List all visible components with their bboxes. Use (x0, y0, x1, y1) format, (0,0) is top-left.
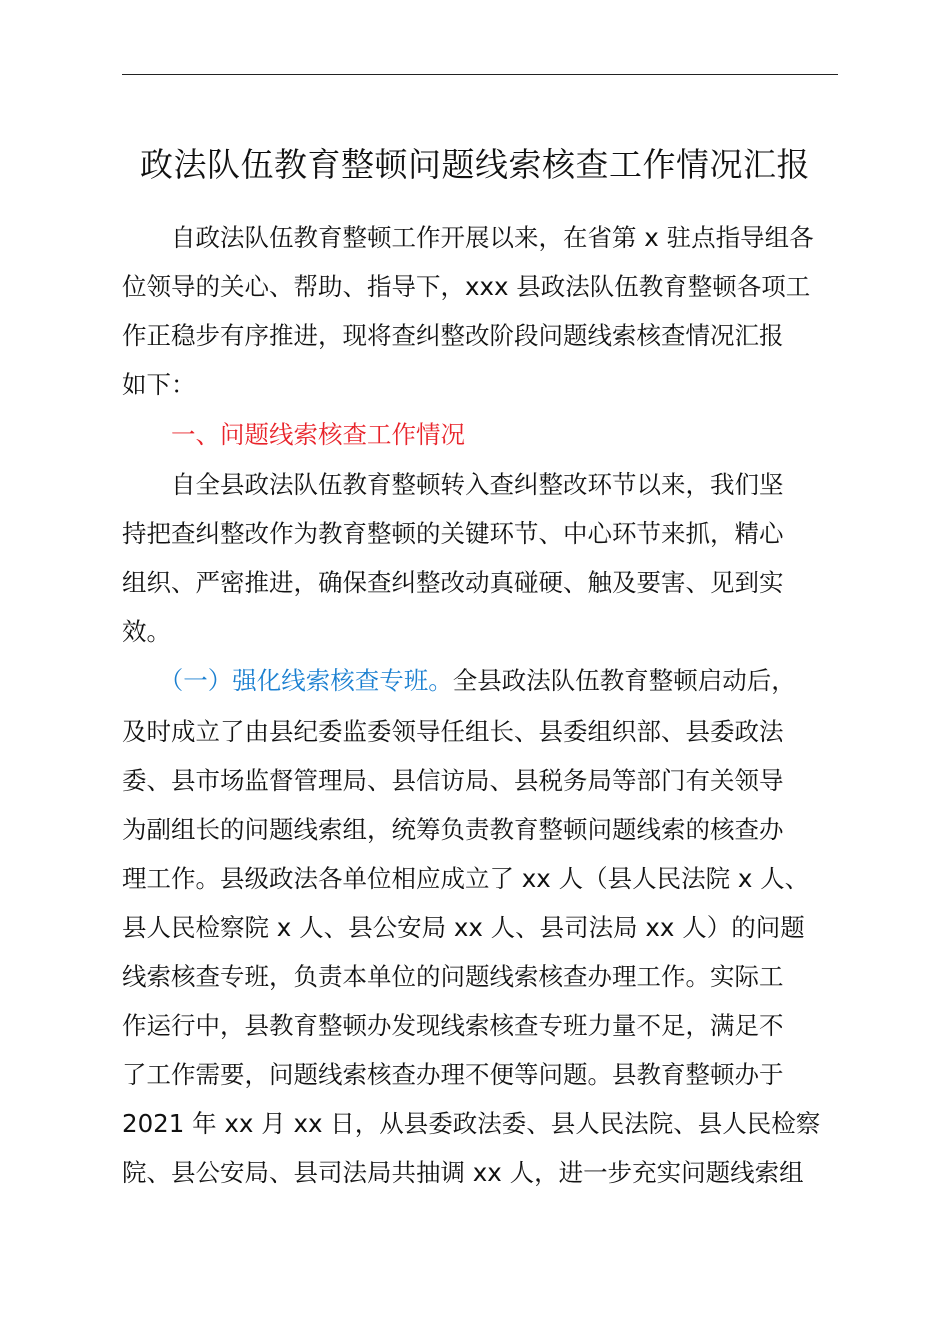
paragraph-line: 理工作。县级政法各单位相应成立了 xx 人（县人民法院 x 人、 (122, 864, 810, 893)
paragraph-line: 自政法队伍教育整顿工作开展以来，在省第 x 驻点指导组各 (122, 223, 814, 252)
paragraph-line: 作正稳步有序推进，现将查纠整改阶段问题线索核查情况汇报 (122, 321, 784, 350)
subsection-text: 全县政法队伍教育整顿启动后， (452, 666, 796, 695)
paragraph-line: 持把查纠整改作为教育整顿的关键环节、中心环节来抓，精心 (122, 519, 784, 548)
subsection-heading: （一）强化线索核查专班。 (122, 666, 453, 695)
paragraph-line: 组织、严密推进，确保查纠整改动真碰硬、触及要害、见到实 (122, 568, 784, 597)
paragraph-line: 自全县政法队伍教育整顿转入查纠整改环节以来，我们坚 (122, 470, 784, 499)
paragraph-line: 2021 年 xx 月 xx 日，从县委政法委、县人民法院、县人民检察 (122, 1109, 821, 1138)
paragraph-line: 位领导的关心、帮助、指导下，xxx 县政法队伍教育整顿各项工 (122, 272, 811, 301)
paragraph-line: 作运行中，县教育整顿办发现线索核查专班力量不足，满足不 (122, 1011, 784, 1040)
paragraph-line: 为副组长的问题线索组，统筹负责教育整顿问题线索的核查办 (122, 815, 784, 844)
paragraph-line: 县人民检察院 x 人、县公安局 xx 人、县司法局 xx 人）的问题 (122, 913, 805, 942)
paragraph-line: 如下： (122, 370, 196, 399)
subsection-line (122, 661, 796, 701)
section-heading: 一、问题线索核查工作情况 (122, 420, 465, 449)
paragraph-line: 效。 (122, 617, 171, 646)
document-title: 政法队伍教育整顿问题线索核查工作情况汇报 (140, 145, 810, 184)
paragraph-line: 及时成立了由县纪委监委领导任组长、县委组织部、县委政法 (122, 717, 784, 746)
paragraph-line: 了工作需要，问题线索核查办理不便等问题。县教育整顿办于 (122, 1060, 784, 1089)
paragraph-line: 线索核查专班，负责本单位的问题线索核查办理工作。实际工 (122, 962, 784, 991)
paragraph-line: 院、县公安局、县司法局共抽调 xx 人，进一步充实问题线索组 (122, 1158, 804, 1187)
header-rule (122, 74, 838, 75)
paragraph-line: 委、县市场监督管理局、县信访局、县税务局等部门有关领导 (122, 766, 784, 795)
